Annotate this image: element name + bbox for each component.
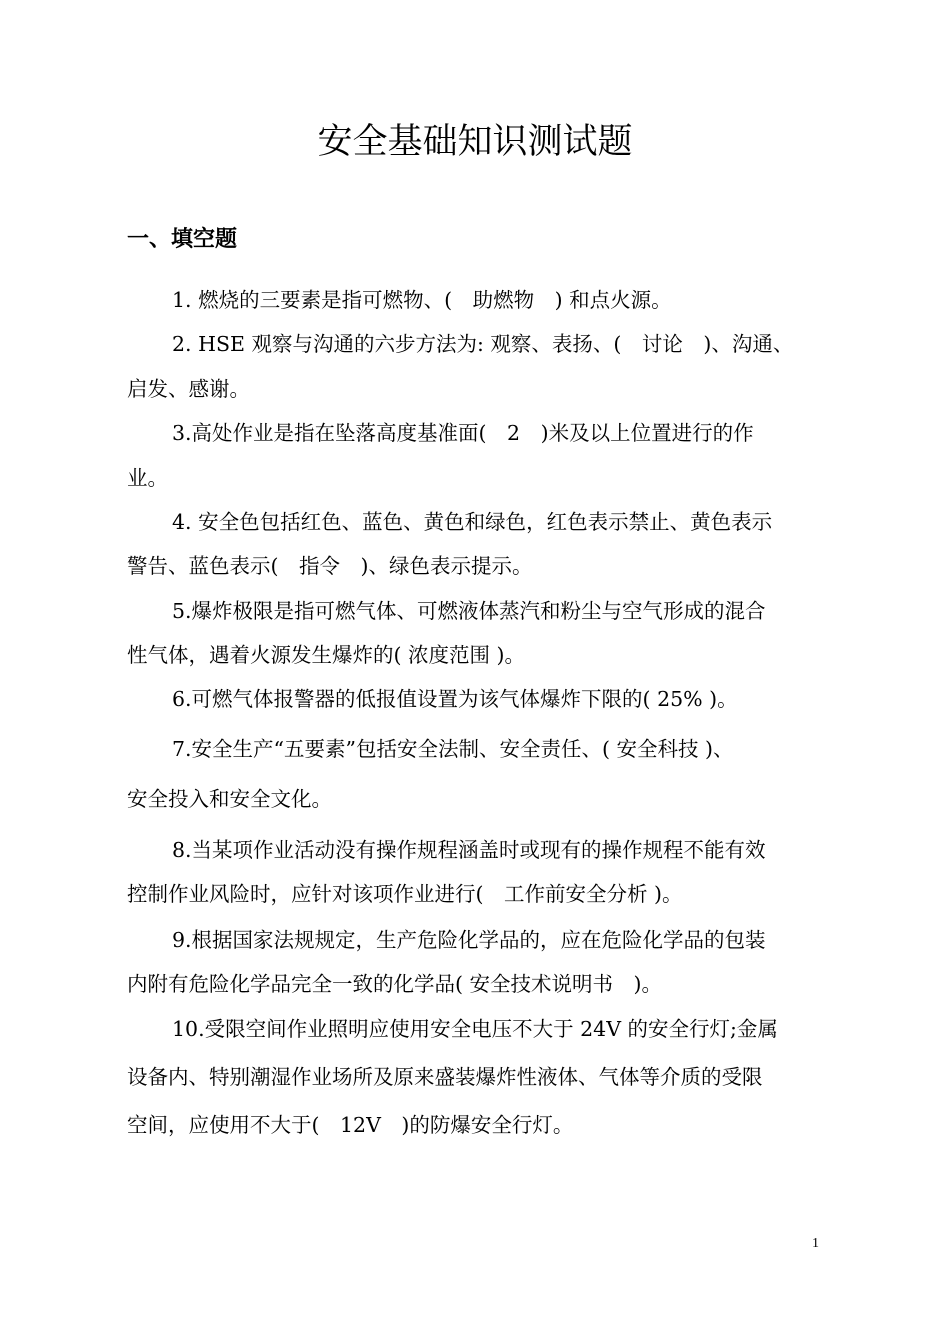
question-8-line-2: 控制作业风险时，应针对该项作业进行( 工作前安全分析 )。 bbox=[127, 882, 683, 906]
section-heading: 一、填空题 bbox=[127, 227, 238, 252]
question-3-line-2: 业。 bbox=[127, 466, 168, 490]
question-10-line-3: 空间，应使用不大于( 12V )的防爆安全行灯。 bbox=[127, 1113, 574, 1137]
question-8-line-1: 8.当某项作业活动没有操作规程涵盖时或现有的操作规程不能有效 bbox=[172, 838, 766, 862]
question-4-line-2: 警告、蓝色表示( 指令 )、绿色表示提示。 bbox=[127, 554, 533, 578]
question-2-line-1: 2. HSE 观察与沟通的六步方法为: 观察、表扬、( 讨论 )、沟通、 bbox=[172, 332, 794, 356]
question-1-line-1: 1. 燃烧的三要素是指可燃物、( 助燃物 ) 和点火源。 bbox=[172, 288, 672, 312]
question-6-line-1: 6.可燃气体报警器的低报值设置为该气体爆炸下限的( 25% )。 bbox=[172, 687, 738, 711]
question-7-line-1: 7.安全生产“五要素”包括安全法制、安全责任、( 安全科技 )、 bbox=[172, 737, 734, 761]
question-5-line-2: 性气体，遇着火源发生爆炸的( 浓度范围 )。 bbox=[127, 643, 526, 667]
question-5-line-1: 5.爆炸极限是指可燃气体、可燃液体蒸汽和粉尘与空气形成的混合 bbox=[172, 599, 766, 623]
question-7-line-2: 安全投入和安全文化。 bbox=[127, 787, 332, 811]
question-9-line-1: 9.根据国家法规规定，生产危险化学品的，应在危险化学品的包装 bbox=[172, 928, 766, 952]
question-4-line-1: 4. 安全色包括红色、蓝色、黄色和绿色，红色表示禁止、黄色表示 bbox=[172, 510, 773, 534]
document-title: 安全基础知识测试题 bbox=[317, 122, 633, 162]
question-9-line-2: 内附有危险化学品完全一致的化学品( 安全技术说明书 )。 bbox=[127, 972, 663, 996]
question-10-line-1: 10.受限空间作业照明应使用安全电压不大于 24V 的安全行灯;金属 bbox=[172, 1017, 778, 1041]
question-10-line-2: 设备内、特别潮湿作业场所及原来盛装爆炸性液体、气体等介质的受限 bbox=[127, 1065, 763, 1089]
question-3-line-1: 3.高处作业是指在坠落高度基准面( 2 )米及以上位置进行的作 bbox=[172, 421, 754, 445]
page-number: 1 bbox=[812, 1236, 819, 1251]
question-2-line-2: 启发、感谢。 bbox=[127, 377, 250, 401]
